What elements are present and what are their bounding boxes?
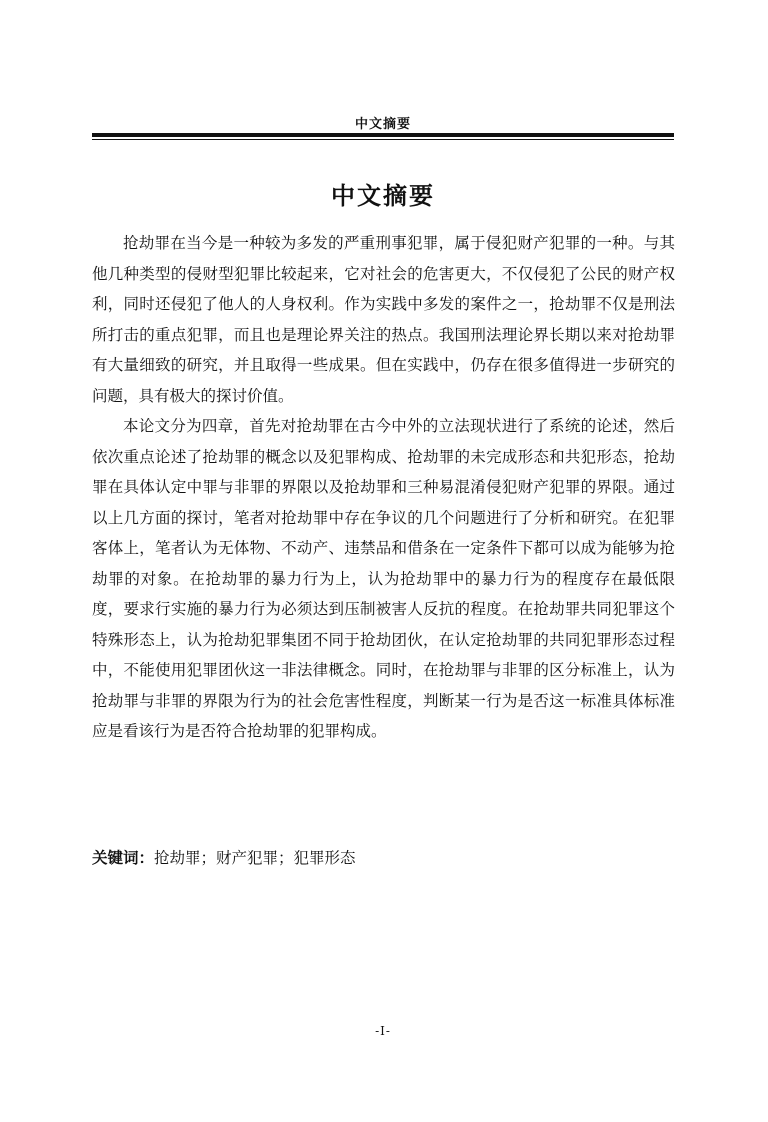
abstract-body [92,228,675,747]
running-header: 中文摘要 [354,117,411,132]
keywords-label: 关键词： [92,849,155,867]
abstract-paragraph-2: 本论文分为四章，首先对抢劫罪在古今中外的立法现状进行了系统的论述，然后依次重点论述了抢劫罪的概念以及犯罪构成、抢劫罪的未完成形态和共犯形态，抢劫罪在具体认定中罪与非罪的界限以及抢劫罪和三种易混淆侵犯财产犯罪的界限。通过以上几方面的探讨，笔者对抢劫罪中存在争议的几个问题进行了分析和研究。在犯罪客体上，笔者认为无体物、不动产、违禁品和借条在一定条件下都可以成为能够为抢劫罪的对象。在抢劫罪的暴力行为上，认为抢劫罪中的暴力行为的程度存在最低限度，要求行实施的暴力行为必须达到压制被害人反抗的程度。在抢劫罪共同犯罪这个特殊形态上，认为抢劫犯罪集团不同于抢劫团伙，在认定抢劫罪的共同犯罪形态过程中，不能使用犯罪团伙这一非法律概念。同时，在抢劫罪与非罪的区分标准上，认为抢劫罪与非罪的界限为行为的社会危害性程度，判断某一行为是否这一标准具体标准应是看该行为是否符合抢劫罪的犯罪构成。 [92,417,675,740]
keywords-text: 抢劫罪；财产犯罪；犯罪形态 [154,849,356,867]
abstract-paragraph-1: 抢劫罪在当今是一种较为多发的严重刑事犯罪，属于侵犯财产犯罪的一种。与其他几种类型的侵财型犯罪比较起来，它对社会的危害更大，不仅侵犯了公民的财产权利，同时还侵犯了他人的人身权利。作为实践中多发的案件之一，抢劫罪不仅是刑法所打击的重点犯罪，而且也是理论界关注的热点。我国刑法理论界长期以来对抢劫罪有大量细致的研究，并且取得一些成果。但在实践中，仍存在很多值得进一步研究的问题，具有极大的探讨价值。 [92,234,675,405]
header-rule-thick [92,133,674,137]
page-number: -I- [375,1024,391,1038]
page-title: 中文摘要 [331,182,435,210]
header-rule-thin [92,139,674,140]
keywords-line [92,843,674,873]
